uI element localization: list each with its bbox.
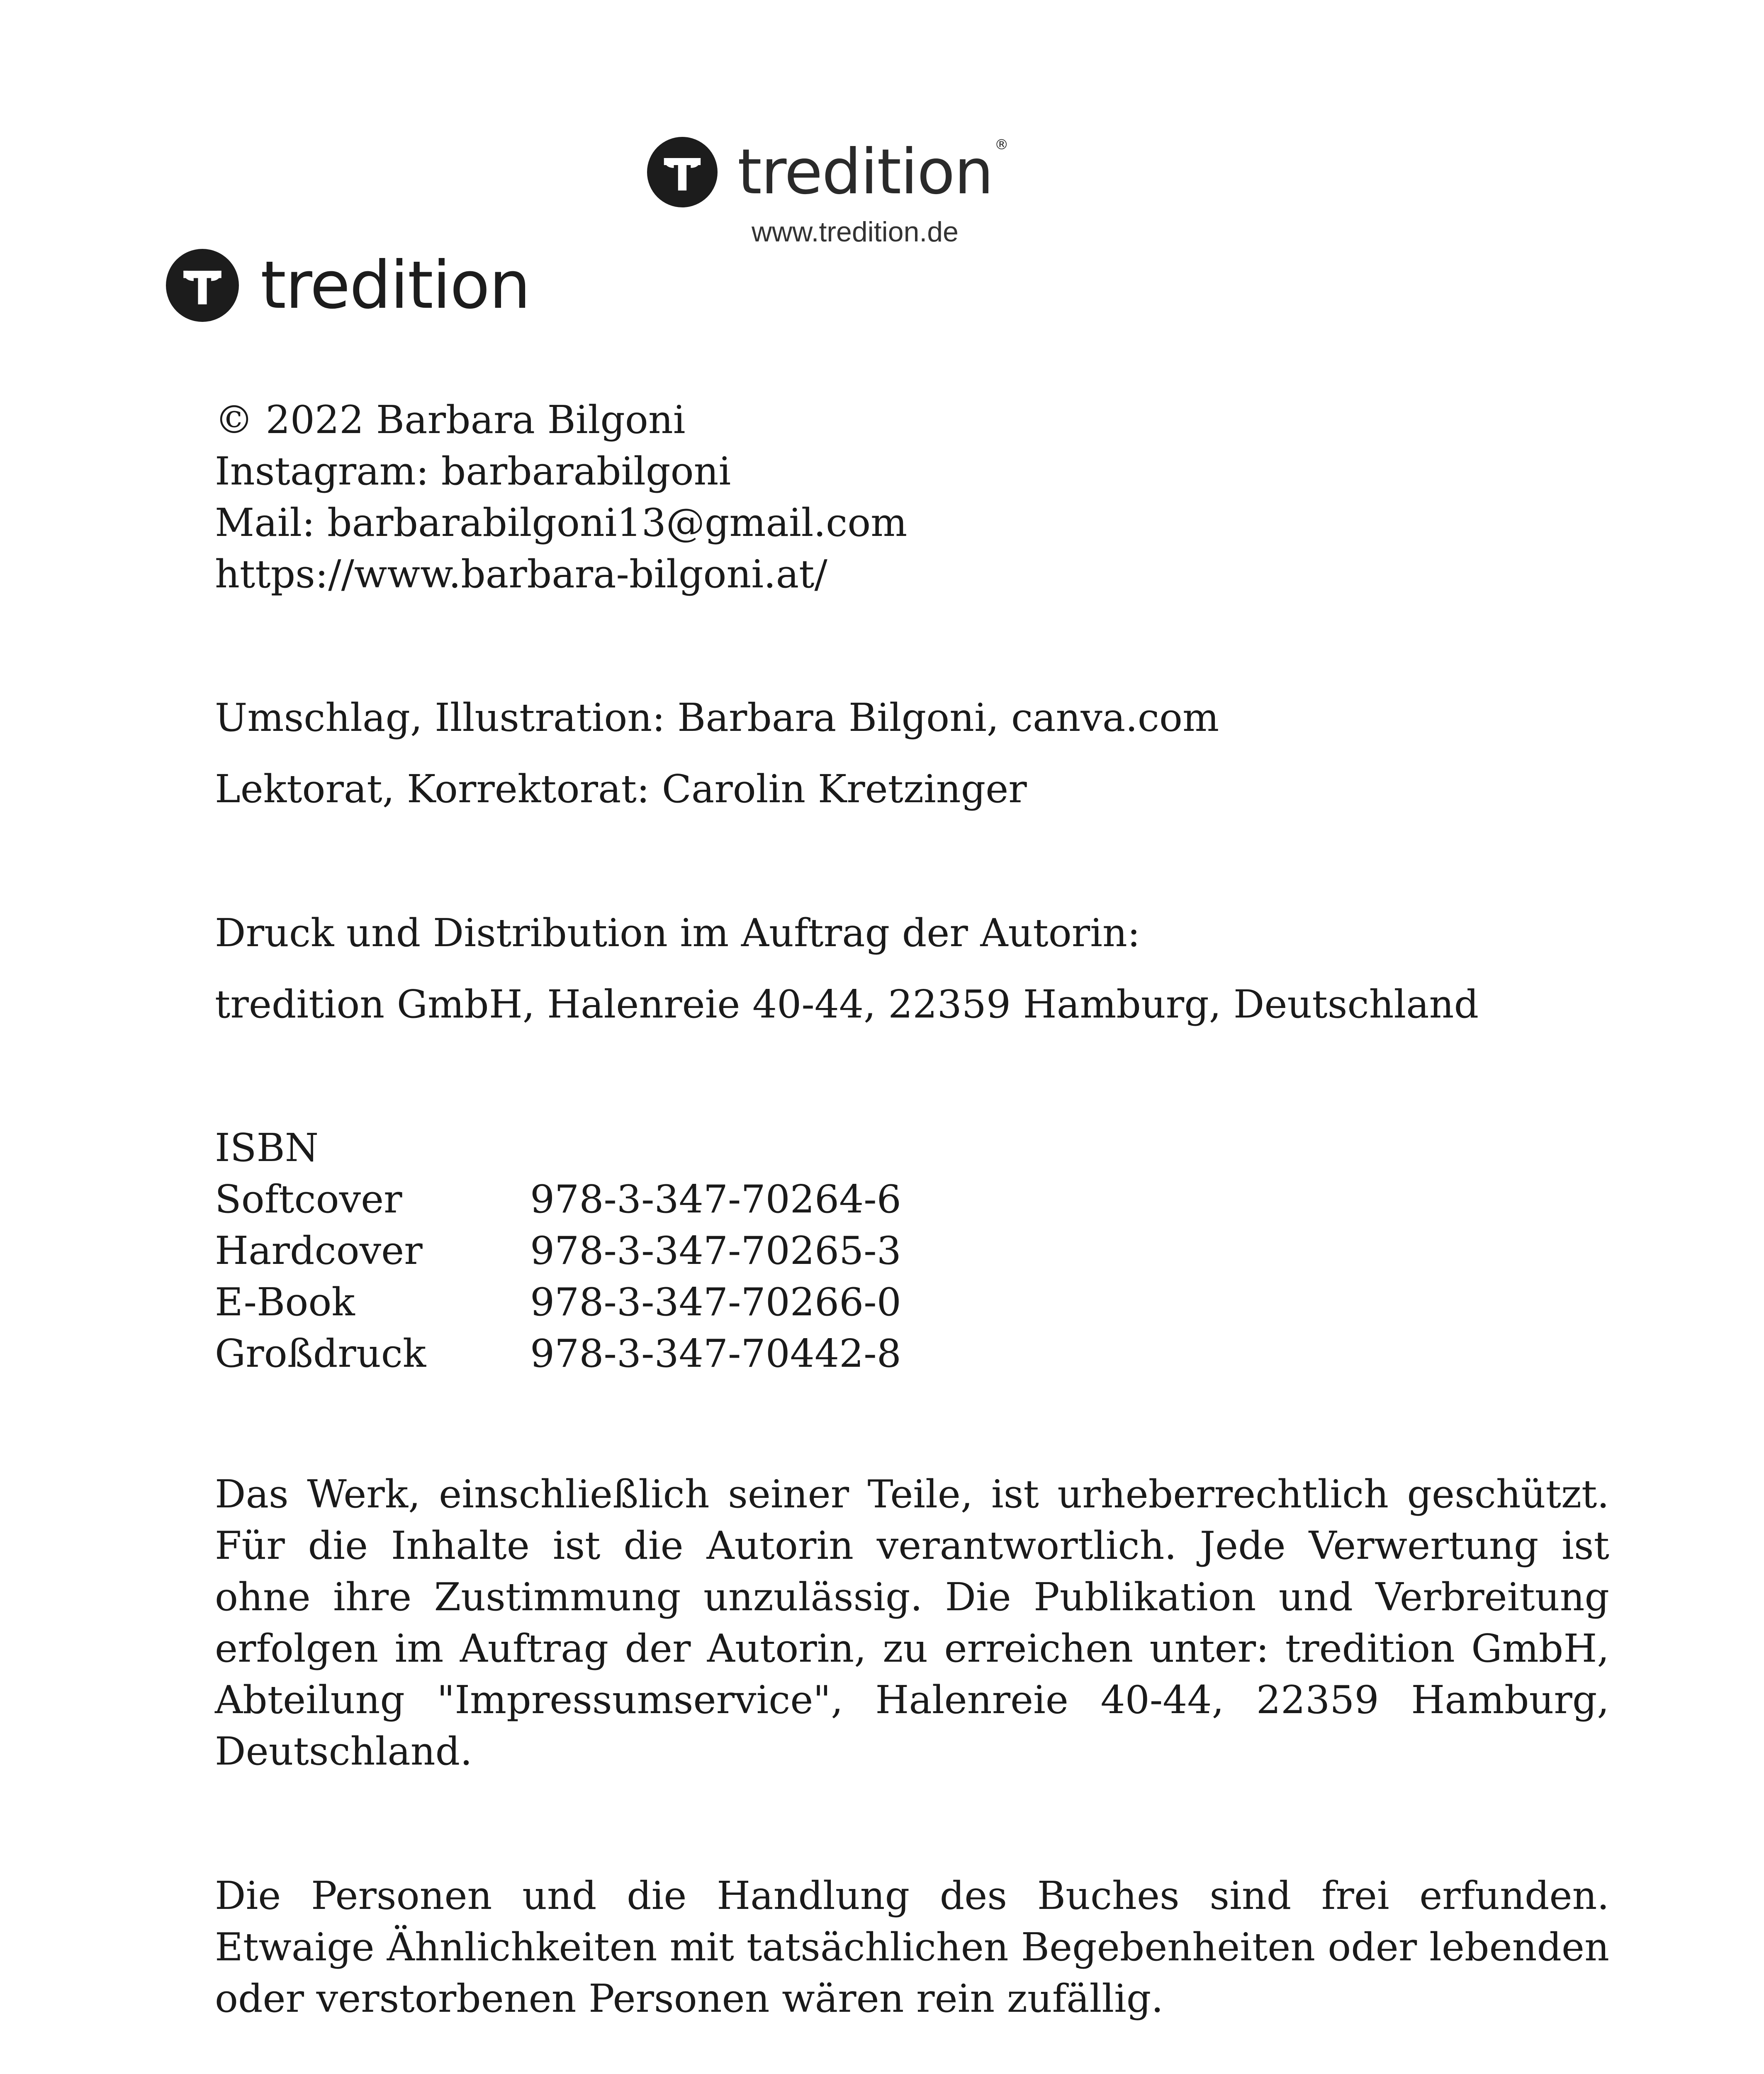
mail-line[interactable]: Mail: barbarabilgoni13@gmail.com [215,500,908,545]
copyright-line: © 2022 Barbara Bilgoni [215,397,686,442]
logo-wordmark: tredition [260,247,530,324]
registered-mark: ® [994,136,1008,153]
copyright-notice: Das Werk, einschließlich seiner Teile, ist urheberrechtlich geschützt. Für die Inhalte ist die Autorin verantwortlich. Jede Verwertung ist ohne ihre Zustimmung unzulässig. Die Publikation und Verbreitung erfolgen im Auftrag der Autorin, zu erreichen unter: tredition GmbH, Abteilung "Impressumservice", Halenreie 40-44, 22359 Hamburg, Deutschland. [215,1472,1609,1774]
author-credits [215,394,907,600]
isbn-row [215,1328,901,1379]
isbn-number: 978-3-347-70264-6 [530,1177,901,1222]
printing-info [215,907,1479,1030]
publisher-address: tredition GmbH, Halenreie 40-44, 22359 Hamburg, Deutschland [215,982,1479,1027]
publisher-logo-main [166,249,530,322]
isbn-row [215,1276,901,1328]
isbn-table [215,1122,901,1379]
isbn-number: 978-3-347-70442-8 [530,1331,901,1376]
editing-credit: Lektorat, Korrektorat: Carolin Kretzinger [215,767,1027,811]
tredition-logo-icon [166,249,239,322]
publisher-logo-top [647,136,1008,253]
isbn-row [215,1225,901,1276]
tredition-logo-icon [647,137,718,207]
isbn-number: 978-3-347-70266-0 [530,1280,901,1324]
website-line[interactable]: https://www.barbara-bilgoni.at/ [215,552,827,596]
instagram-line: Instagram: barbarabilgoni [215,449,731,494]
fiction-disclaimer: Die Personen und die Handlung des Buches sind frei erfunden. Etwaige Ähnlichkeiten mit tatsächlichen Begebenheiten oder lebenden oder verstorbenen Personen wären rein zufällig. [215,1873,1609,2021]
isbn-format: Großdruck [215,1331,426,1376]
printing-heading: Druck und Distribution im Auftrag der Autorin: [215,910,1141,955]
cover-credit: Umschlag, Illustration: Barbara Bilgoni, canva.com [215,695,1219,740]
publisher-url[interactable]: www.tredition.de [752,216,959,248]
isbn-row [215,1173,901,1225]
isbn-format: Hardcover [215,1228,423,1273]
isbn-format: Softcover [215,1177,402,1222]
isbn-heading: ISBN [215,1125,319,1170]
logo-wordmark: tredition ® [737,136,1008,208]
isbn-format: E-Book [215,1280,355,1324]
isbn-number: 978-3-347-70265-3 [530,1228,901,1273]
production-credits [215,692,1219,815]
